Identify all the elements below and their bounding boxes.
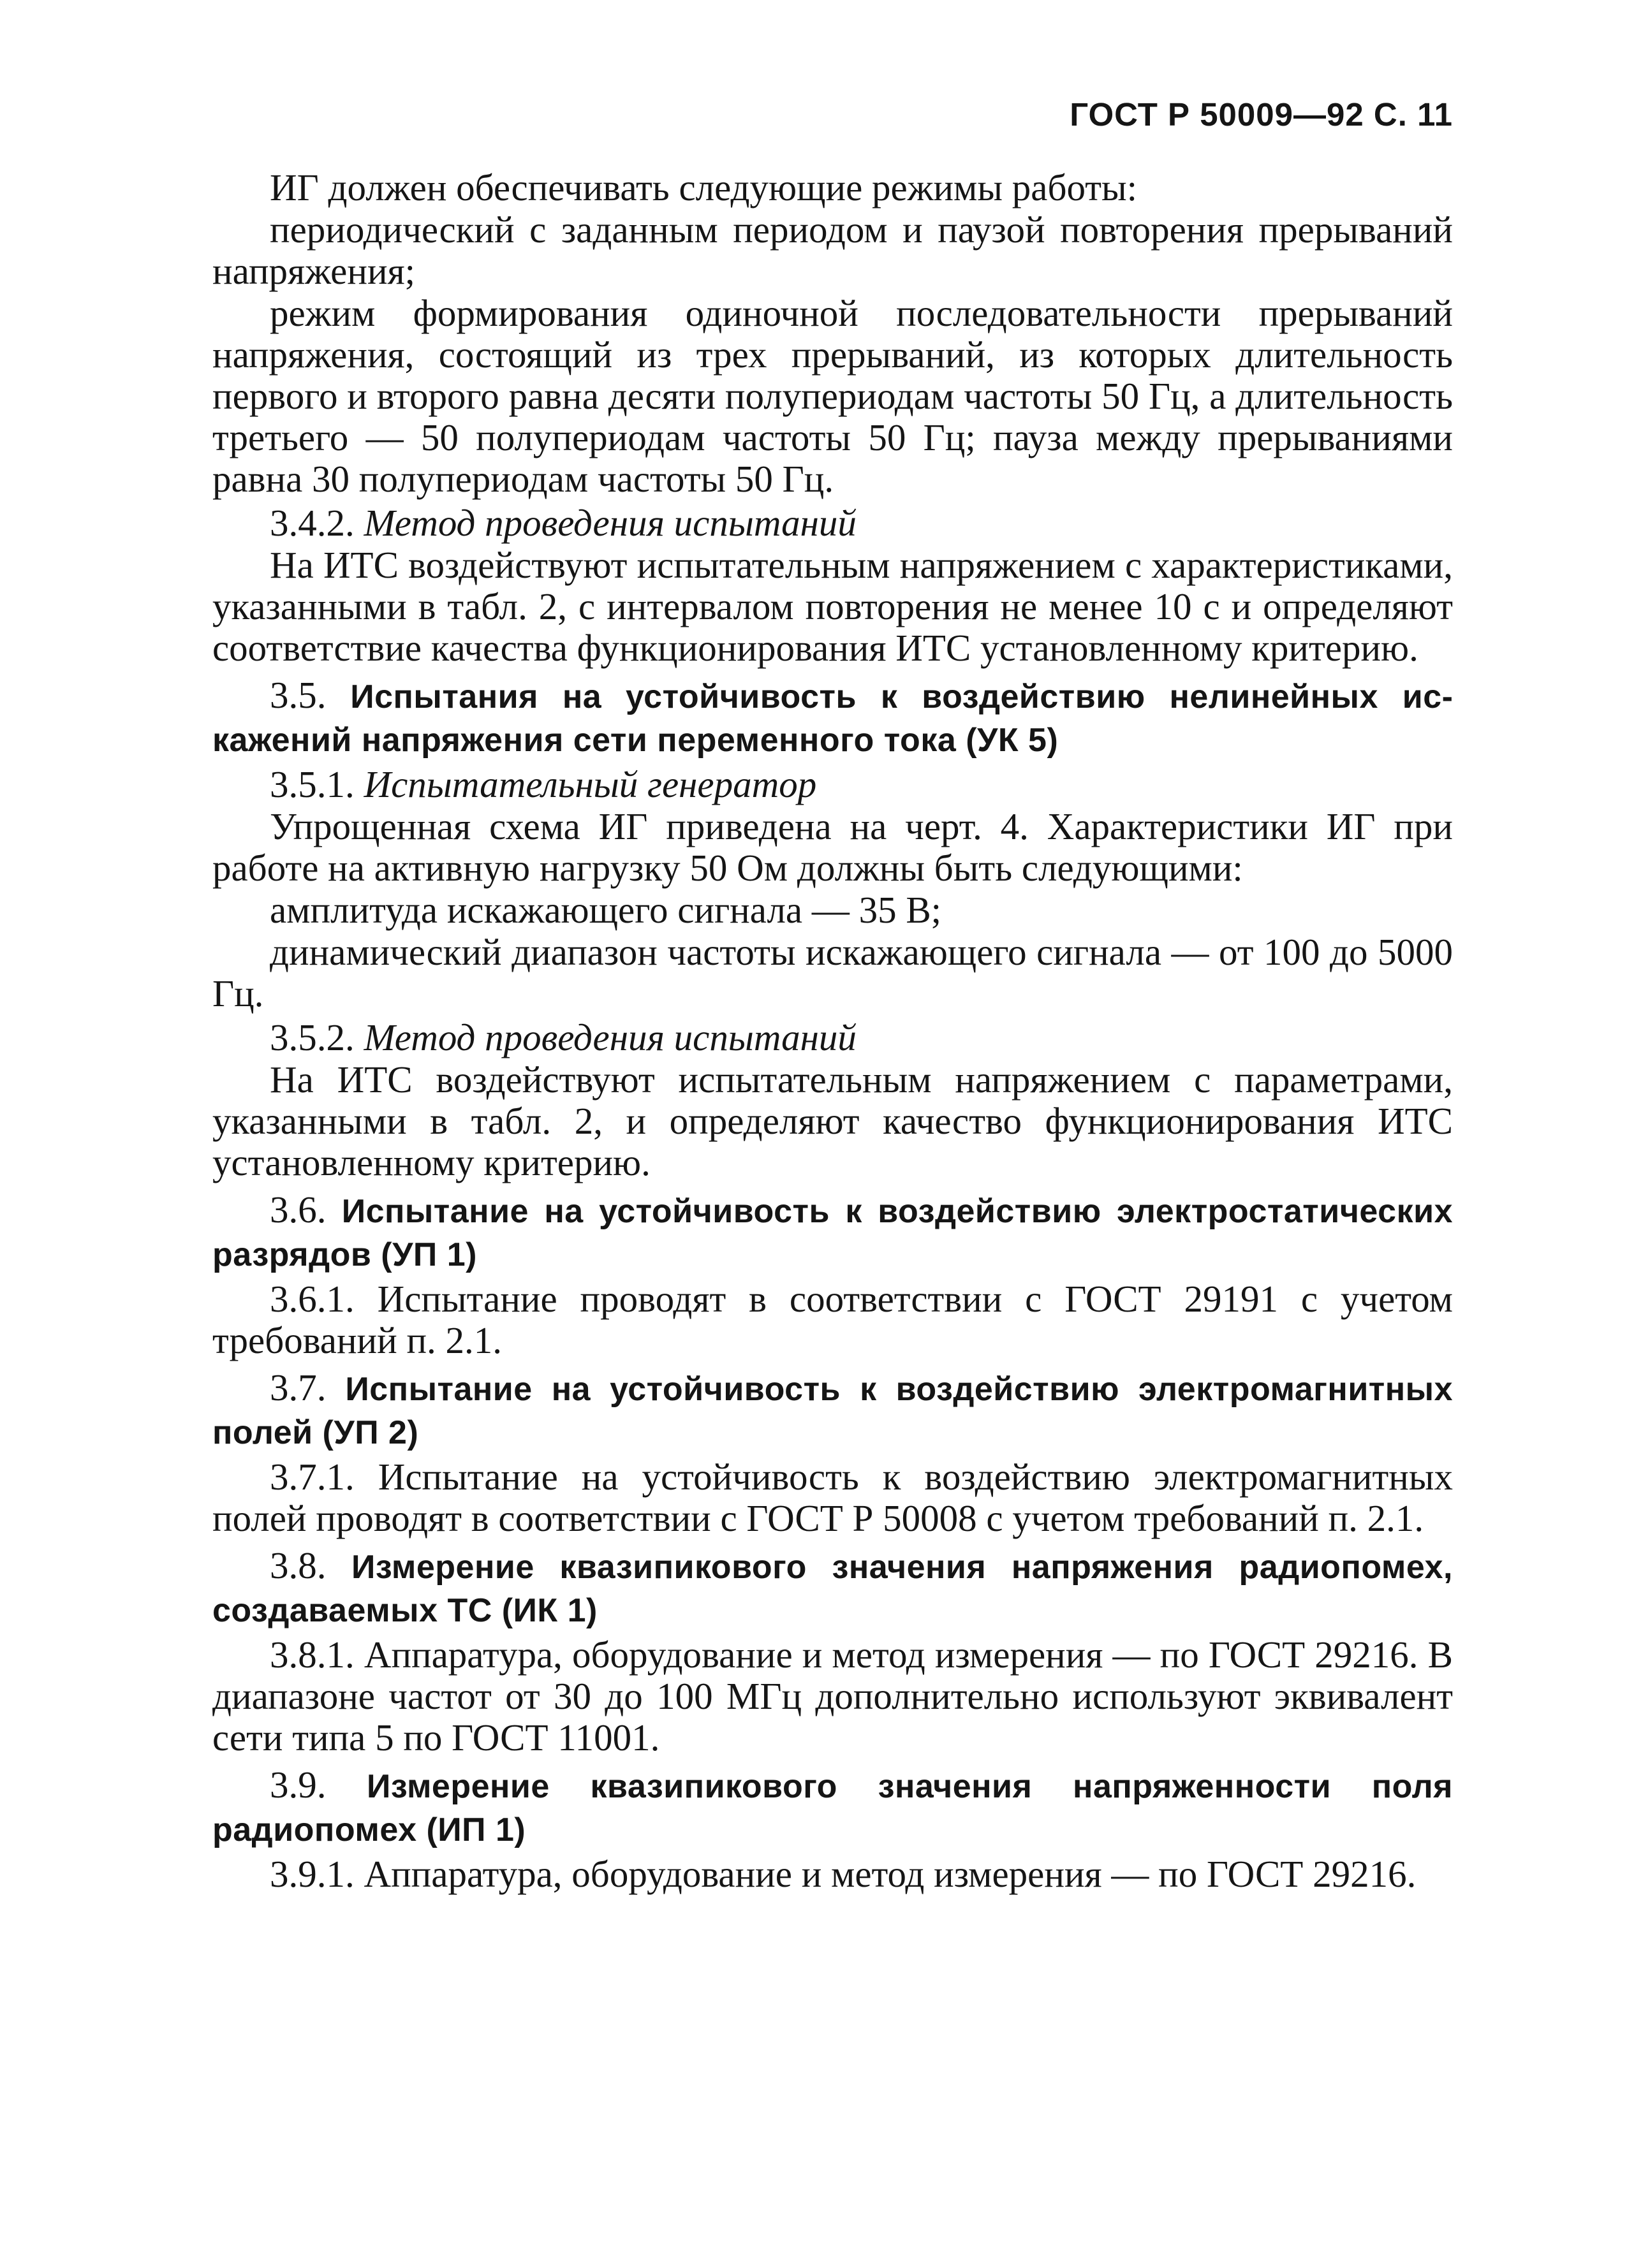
section-3-7-heading: 3.7. Испытание на устойчивость к воздействию электромагнитных полей (УП 2): [212, 1366, 1453, 1451]
running-header: ГОСТ Р 50009—92 С. 11: [1070, 96, 1453, 133]
paragraph-3-9-1: 3.9.1. Аппаратура, оборудование и метод измерения — по ГОСТ 29216.: [270, 1853, 1417, 1895]
section-3-9-heading: 3.9. Измерение квазипикового значения напряженности поля радиопомех (ИП 1): [212, 1764, 1454, 1848]
paragraph-frequency-range: динамический диапазон частоты искажающего сигнала — от 100 до 5000 Гц.: [212, 931, 1453, 1014]
section-3-5-heading: 3.5. Испытания на устойчивость к воздействию нелинейных искажений напряжения сети переменного тока (УК 5): [212, 674, 1453, 759]
paragraph-periodic-mode: периодический с заданным периодом и паузой повторения прерываний напряжения;: [212, 209, 1453, 292]
paragraph-3-6-1: 3.6.1. Испытание проводят в соответствии с ГОСТ 29191 с учетом требований п. 2.1.: [212, 1278, 1453, 1361]
body-text: [212, 167, 1453, 1896]
section-3-8-heading: 3.8. Измерение квазипикового значения напряжения радиопомех, создаваемых ТС (ИК 1): [212, 1544, 1453, 1629]
paragraph-generator-modes-intro: ИГ должен обеспечивать следующие режимы работы:: [270, 166, 1138, 209]
paragraph-single-sequence-mode: режим формирования одиночной последовательности прерываний напряжения, состоящий из трех прерываний, из которых длительность первого и второго равна десяти полупериодам частоты 50 Гц, а длительность третьего — 50 полупериодам частоты 50 Гц; пауза между прерываниями равна 30 полупериодам частоты 50 Гц.: [212, 292, 1453, 500]
paragraph-3-5-2-body: На ИТС воздействуют испытательным напряжением с параметрами, указанными в табл. 2, и определяют качество функционирования ИТС установленному критерию.: [212, 1058, 1453, 1183]
paragraph-3-7-1: 3.7.1. Испытание на устойчивость к воздействию электромагнитных полей проводят в соответствии с ГОСТ Р 50008 с учетом требований п. 2.1.: [212, 1456, 1453, 1539]
paragraph-3-4-2-body: На ИТС воздействуют испытательным напряжением с характеристиками, указанными в табл. 2, с интервалом повторения не менее 10 с и определяют соответствие качества функционирования ИТС установленному критерию.: [212, 544, 1453, 669]
subsection-3-5-1-heading: 3.5.1. Испытательный генератор: [270, 763, 817, 805]
paragraph-3-5-1-body: Упрощенная схема ИГ приведена на черт. 4. Характеристики ИГ при работе на активную нагрузку 50 Ом должны быть следующими:: [212, 805, 1453, 889]
paragraph-3-8-1: 3.8.1. Аппаратура, оборудование и метод измерения — по ГОСТ 29216. В диапазоне частот от 30 до 100 МГц дополнительно используют эквивалент сети типа 5 по ГОСТ 11001.: [212, 1634, 1453, 1759]
section-3-6-heading: 3.6. Испытание на устойчивость к воздействию электростатических разрядов (УП 1): [212, 1189, 1453, 1273]
paragraph-amplitude: амплитуда искажающего сигнала — 35 В;: [270, 889, 942, 931]
subsection-3-5-2-heading: 3.5.2. Метод проведения испытаний: [270, 1016, 857, 1058]
subsection-3-4-2-heading: 3.4.2. Метод проведения испытаний: [270, 502, 857, 544]
